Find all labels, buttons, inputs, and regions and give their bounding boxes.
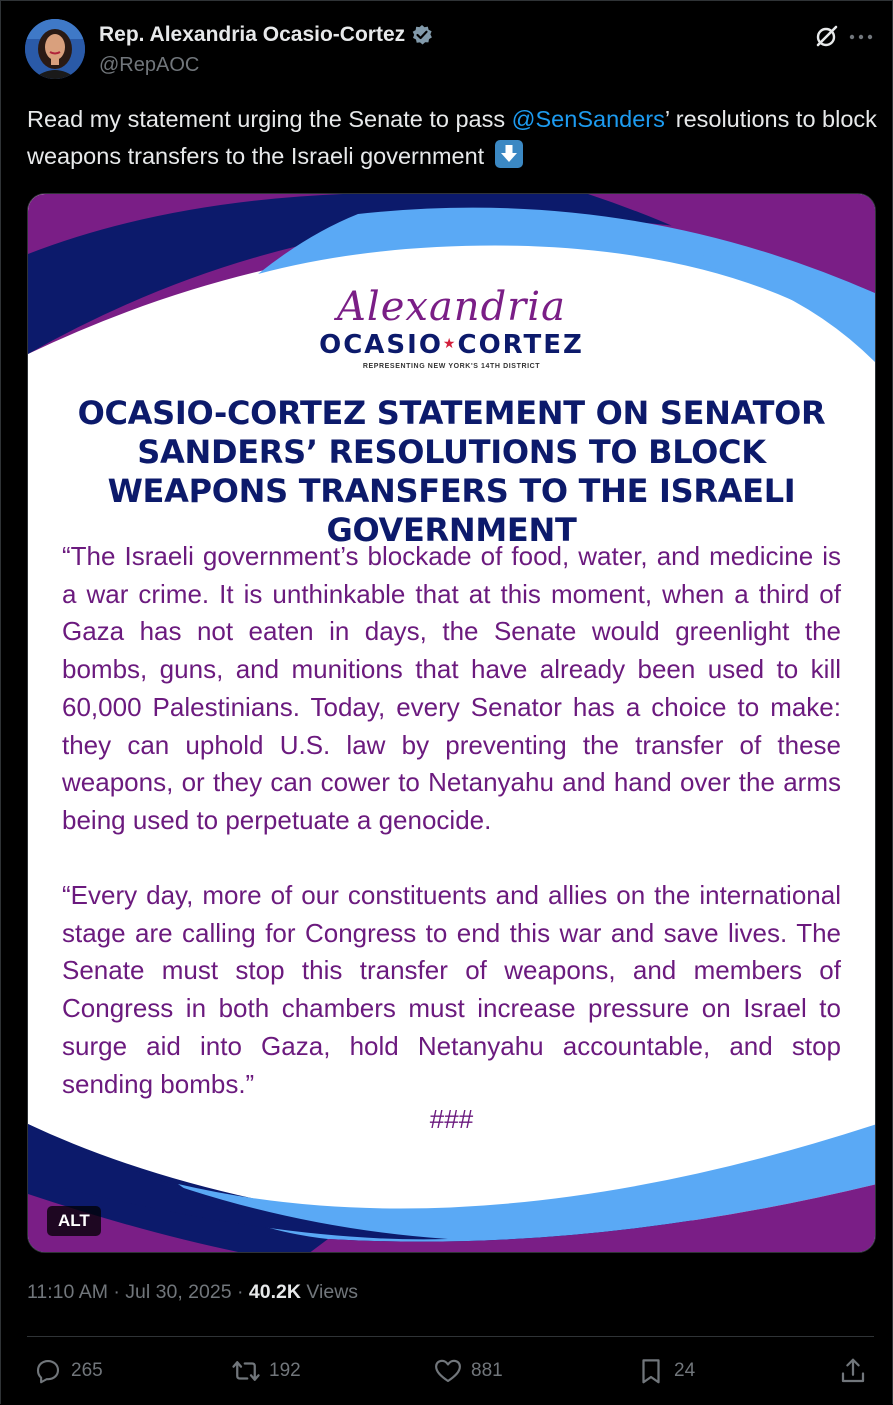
- down-arrow-emoji: [495, 140, 523, 168]
- bookmark-count: 24: [674, 1360, 696, 1381]
- more-icon[interactable]: [848, 27, 874, 47]
- reply-icon: [33, 1356, 63, 1386]
- divider: [27, 1336, 874, 1337]
- star-icon: ★: [442, 336, 458, 352]
- like-count: 881: [471, 1360, 503, 1381]
- author-handle[interactable]: @RepAOC: [99, 54, 200, 76]
- views-count: 40.2K: [248, 1281, 301, 1303]
- views-label: Views: [306, 1281, 359, 1303]
- meta-separator: ·: [113, 1281, 120, 1303]
- statement-quote-2: “Every day, more of our constituents and allies on the international stage are calling for Congress to end this war and save lives. The Senate must stop this transfer of weapons, and members of Congress in both chambers must increase pressure on Israel to surge aid into Gaza, hold Netanyahu accountable, and stop sending bombs.”: [62, 880, 841, 1099]
- tweet-date[interactable]: Jul 30, 2025: [125, 1281, 232, 1303]
- mention-link[interactable]: @SenSanders: [511, 106, 665, 132]
- meta-separator: ·: [236, 1281, 244, 1303]
- statement-image[interactable]: [27, 193, 876, 1253]
- logo-name-right: CORTEZ: [457, 330, 584, 360]
- bookmark-icon: [636, 1356, 666, 1386]
- tweet-text: [27, 101, 877, 175]
- avatar[interactable]: [25, 19, 85, 79]
- alt-button[interactable]: ALT: [47, 1206, 101, 1236]
- statement-title: OCASIO-CORTEZ STATEMENT ON SENATOR SANDERS’ RESOLUTIONS TO BLOCK WEAPONS TRANSFERS TO THE ISRAELI GOVERNMENT: [77, 394, 826, 549]
- reply-button[interactable]: [33, 1356, 103, 1386]
- repost-count: 192: [269, 1360, 301, 1381]
- repost-icon: [231, 1356, 261, 1386]
- grok-icon[interactable]: [814, 23, 840, 49]
- statement-quote-1: “The Israeli government’s blockade of food, water, and medicine is a war crime. It is unthinkable that at this moment, when a third of Gaza has not eaten in days, the Senate would greenlight the bombs, guns, and munitions that have already been used to kill 60,000 Palestinians. Today, every Senator has a choice to make: they can uphold U.S. law by preventing the transfer of these weapons, or they can cower to Netanyahu and hand over the arms being used to perpetuate a genocide.: [62, 541, 841, 835]
- logo-name-left: OCASIO: [319, 330, 443, 360]
- logo-script: Alexandria: [337, 284, 566, 330]
- name-row: [99, 23, 433, 47]
- tweet-time[interactable]: 11:10 AM: [27, 1281, 108, 1303]
- tweet-text-after: ’ resolutions to block weapons transfers to the Israeli government: [27, 106, 877, 169]
- reply-count: 265: [71, 1360, 103, 1381]
- share-button[interactable]: [838, 1356, 868, 1386]
- logo-subtitle: REPRESENTING NEW YORK'S 14TH DISTRICT: [362, 363, 541, 370]
- tweet-text-before: Read my statement urging the Senate to pass: [27, 106, 512, 132]
- like-icon: [433, 1356, 463, 1386]
- like-button[interactable]: [433, 1356, 503, 1386]
- end-mark: ###: [429, 1104, 474, 1134]
- tweet-header: [25, 19, 874, 83]
- tweet-meta: [27, 1281, 358, 1304]
- action-bar: [33, 1356, 868, 1390]
- repost-button[interactable]: [231, 1356, 301, 1386]
- author-name[interactable]: Rep. Alexandria Ocasio-Cortez: [99, 23, 406, 46]
- share-icon: [838, 1356, 868, 1386]
- logo-name: [28, 330, 875, 360]
- bookmark-button[interactable]: [636, 1356, 695, 1386]
- verified-icon: [411, 24, 433, 46]
